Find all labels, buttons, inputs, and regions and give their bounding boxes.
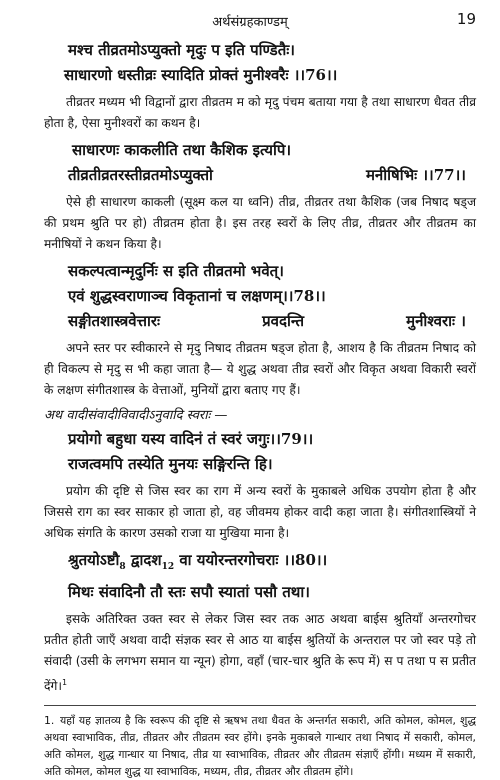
verse-line: सकल्पत्वान्मृदुर्निः स इति तीव्रतमो भवेत्। bbox=[68, 262, 284, 280]
verse-line: प्रयोगो बहुधा यस्य वादिनं तं स्वरं जगुः।।79।। bbox=[68, 430, 314, 448]
page-number: 19 bbox=[456, 10, 476, 28]
verse-segment: द्वादश bbox=[125, 551, 162, 569]
commentary-paragraph: तीव्रतर मध्यम भी विद्वानों द्वारा तीव्रतम म को मृदु पंचम बताया गया है तथा साधारण धैवत तीव्र होता है, ऐसा मुनीश्वरों का कथन है। bbox=[44, 95, 476, 130]
verse-line: साधारणो धस्तीव्रः स्यादिति प्रोक्तं मुनीश्वरैः ।।76।। bbox=[64, 66, 338, 84]
verse-segment: मनीषिभिः ।।77।। bbox=[365, 166, 466, 184]
verse-segment: प्रवदन्ति bbox=[262, 312, 305, 330]
verse-segment: मुनीश्वराः । bbox=[406, 312, 466, 330]
running-title: अर्थसंग्रहकाण्डम् bbox=[212, 15, 288, 30]
page-header bbox=[0, 10, 500, 32]
footnote-divider bbox=[44, 705, 476, 706]
verse-line: मिथः संवादिनौ तौ स्तः सपौ स्यातां पसौ तथा। bbox=[68, 583, 310, 601]
commentary-paragraph: प्रयोग की दृष्टि से जिस स्वर का राग में अन्य स्वरों के मुकाबले अधिक उपयोग होता है और जिससे राग का स्वर साकार हो जाता हो, वह जीवमय होकर वादी कहा जाता है। संगीतशास्त्रियों ने अधिक संगति के कारण उसको राजा या मुखिया माना है। bbox=[44, 484, 476, 540]
verse-subscript: 12 bbox=[161, 562, 175, 572]
verse-segment: तीव्रतीव्रतरस्तीव्रतमोऽप्युक्तो bbox=[68, 166, 213, 184]
verse-line bbox=[44, 163, 476, 188]
page-body bbox=[44, 38, 476, 780]
footnote-number: 1. bbox=[44, 714, 55, 728]
verse-segment: सङ्गीतशास्त्रवेत्तारः bbox=[68, 312, 161, 330]
verse-line: मश्च तीव्रतमोऽप्युक्तो मृदुः प इति पण्डितैः। bbox=[68, 41, 295, 59]
commentary-paragraph: ऐसे ही साधारण काकली (सूक्ष्म कल या ध्वनि) तीव्र, तीव्रतर तथा कैशिक (जब निषाद षड्ज की प्रथम श्रुति पर हो) तीव्रतम होता है। इस तरह स्वरों के लिए तीव्र, तीव्रतर और तीव्रतम का मनीषियों ने कथन किया है। bbox=[44, 195, 476, 251]
paragraph-text: इसके अतिरिक्त उक्त स्वर से लेकर जिस स्वर तक आठ अथवा बाईस श्रुतियाँ अन्तरगोचर प्रतीत होती जाएँ अथवा वादी संज्ञक स्वर से आठ या बाईस श्रुतियों के अन्तराल पर जो स्वर पड़े तो संवादी (उसी के लगभग समान या न्यून) होगा, वहाँ (चार-चार श्रुति के रूप में) स प तथा प स प्रतीत देंगे। bbox=[44, 612, 476, 694]
verse-line: राजत्वमपि तस्येति मुनयः सङ्गिरन्ति हि। bbox=[68, 455, 273, 473]
verse-line: साधारणः काकलीति तथा कैशिक इत्यपि। bbox=[72, 141, 292, 159]
footnote bbox=[44, 712, 476, 780]
verse-subscript: 8 bbox=[119, 562, 126, 572]
verse-segment: वा ययोरन्तरगोचराः ।।80।। bbox=[174, 551, 328, 569]
commentary-paragraph: अपने स्तर पर स्वीकारने से मृदु निषाद तीव्रतम षड्ज होता है, आशय है कि तीव्रतम निषाद को ही विकल्प से मृदु स भी कहा जाता है— ये शुद्ध अथवा तीव्र स्वरों और विकृत अथवा विकारी स्वरों के लक्षण संगीतशास्त्र के वेत्ताओं, मुनियों द्वारा बताए गए हैं। bbox=[44, 341, 476, 397]
verse-line bbox=[44, 548, 476, 580]
verse-line: एवं शुद्धस्वराणाञ्च विकृतानां च लक्षणम्।।78।। bbox=[68, 287, 326, 305]
footnote-marker: 1 bbox=[61, 678, 68, 687]
footnote-text: यहाँ यह ज्ञातव्य है कि स्वरूप की दृष्टि से ऋषभ तथा धैवत के अन्तर्गत सकारी, अति कोमल, कोमल, शुद्ध अथवा स्वाभाविक, तीव्र, तीव्रतर और तीव्रतम स्वर होंगे। इनके मुकाबले गान्धार तथा निषाद में सकारी, कोमल, अति कोमल, शुद्ध गान्धार या निषाद, तीव्र या स्वाभाविक, तीव्रतर और तीव्रतम संज्ञाएँ होंगी। मध्यम में सकारी, अति कोमल, कोमल शुद्ध या स्वाभाविक, मध्यम, तीव्र, तीव्रतर और तीव्रतम होंगे। bbox=[44, 714, 476, 779]
section-intro: अथ वादीसंवादीविवादीऽनुवादि स्वराः — bbox=[44, 408, 228, 423]
commentary-paragraph bbox=[44, 609, 476, 697]
verse-line bbox=[44, 309, 476, 334]
verse-segment: श्रुतयोऽष्टौ bbox=[68, 551, 120, 569]
